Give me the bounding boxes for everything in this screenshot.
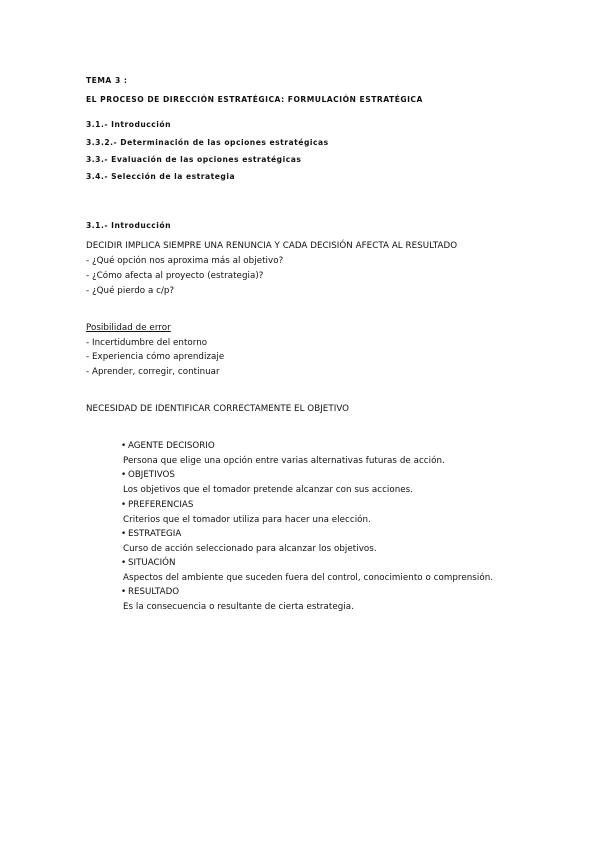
index-item-2: 3.3.2.- Determinación de las opciones estratégicas (86, 138, 329, 147)
term-label: SITUACIÓN (128, 558, 176, 568)
definition-desc-6: Es la consecuencia o resultante de cierta estrategia. (123, 602, 354, 612)
index-item-3: 3.3.- Evaluación de las opciones estratégicas (86, 155, 302, 164)
index-item-4: 3.4.- Selección de la estrategia (86, 172, 236, 181)
error-item-1: - Incertidumbre del entorno (86, 338, 208, 348)
definition-desc-5: Aspectos del ambiente que suceden fuera del control, conocimiento o comprensión. (123, 573, 494, 583)
decision-statement: DECIDIR IMPLICA SIEMPRE UNA RENUNCIA Y CADA DECISIÓN AFECTA AL RESULTADO (86, 241, 458, 251)
bullet-icon: • (121, 470, 127, 480)
section-heading: 3.1.- Introducción (86, 221, 172, 230)
bullet-icon: • (121, 441, 127, 451)
error-item-3: - Aprender, corregir, continuar (86, 367, 220, 377)
index-item-1: 3.1.- Introducción (86, 120, 172, 129)
term-label: RESULTADO (128, 587, 180, 597)
term-label: PREFERENCIAS (128, 500, 194, 510)
definition-term-1 (121, 441, 215, 451)
term-label: OBJETIVOS (128, 470, 175, 480)
error-item-2: - Experiencia cómo aprendizaje (86, 352, 225, 362)
definition-desc-1: Persona que elige una opción entre varias alternativas futuras de acción. (123, 456, 445, 466)
term-label: ESTRATEGIA (128, 529, 182, 539)
definition-desc-3: Criterios que el tomador utiliza para hacer una elección. (123, 515, 371, 525)
definition-term-6 (121, 587, 179, 597)
bullet-icon: • (121, 529, 127, 539)
definition-desc-4: Curso de acción seleccionado para alcanzar los objetivos. (123, 544, 377, 554)
bullet-icon: • (121, 558, 127, 568)
bullet-icon: • (121, 587, 127, 597)
definition-term-4 (121, 529, 181, 539)
definition-term-2 (121, 470, 175, 480)
term-label: AGENTE DECISORIO (128, 441, 215, 451)
question-3: - ¿Qué pierdo a c/p? (86, 286, 175, 296)
definition-term-5 (121, 558, 176, 568)
tema-label: TEMA 3 : (86, 76, 128, 85)
definition-desc-2: Los objetivos que el tomador pretende alcanzar con sus acciones. (123, 485, 414, 495)
necesidad-statement: NECESIDAD DE IDENTIFICAR CORRECTAMENTE EL OBJETIVO (86, 404, 350, 414)
definition-term-3 (121, 500, 193, 510)
question-2: - ¿Cómo afecta al proyecto (estrategia)? (86, 271, 264, 281)
document-title: EL PROCESO DE DIRECCIÓN ESTRATÉGICA: FORMULACIÓN ESTRATÉGICA (86, 95, 423, 104)
question-1: - ¿Qué opción nos aproxima más al objetivo? (86, 256, 284, 266)
error-heading: Posibilidad de error (86, 323, 171, 333)
bullet-icon: • (121, 500, 127, 510)
